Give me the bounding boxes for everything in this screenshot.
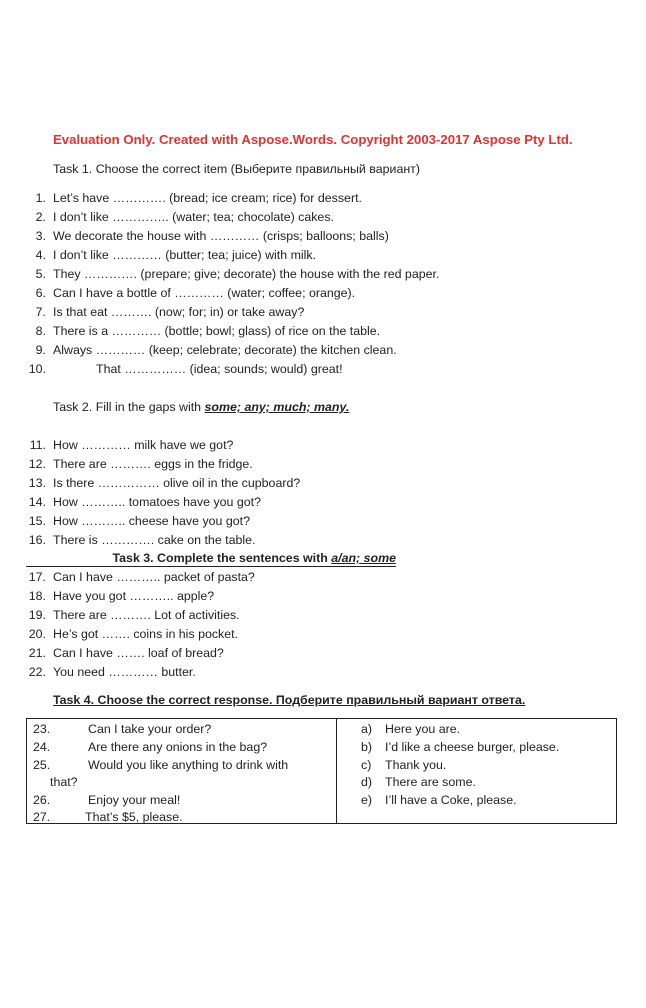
question-number: 25. xyxy=(33,758,51,772)
watermark: Evaluation Only. Created with Aspose.Words. Copyright 2003-2017 Aspose Pty Ltd. xyxy=(53,132,573,147)
item-number: 9. xyxy=(35,343,46,357)
item-number: 20. xyxy=(28,627,46,641)
item-number: 18. xyxy=(28,589,46,603)
item-number: 4. xyxy=(35,248,46,262)
question-continuation: that? xyxy=(50,775,78,789)
answer-letter: e) xyxy=(361,793,373,807)
item-number: 13. xyxy=(28,476,46,490)
matching-table xyxy=(26,718,617,824)
item-number: 21. xyxy=(28,646,46,660)
answer-text: I’d like a cheese burger, please. xyxy=(385,740,560,754)
item-text: I don’t like ………… (butter; tea; juice) with milk. xyxy=(53,248,317,262)
item-number: 7. xyxy=(35,305,46,319)
item-text: How ……….. tomatoes have you got? xyxy=(53,495,261,509)
item-text: There is a ………… (bottle; bowl; glass) of rice on the table. xyxy=(53,324,381,338)
task2-heading xyxy=(53,400,349,414)
item-text: They …………. (prepare; give; decorate) the house with the red paper. xyxy=(53,267,440,281)
item-number: 1. xyxy=(35,191,46,205)
question-text: Enjoy your meal! xyxy=(88,793,181,807)
item-text: Can I have ……….. packet of pasta? xyxy=(53,570,255,584)
question-text: Can I take your order? xyxy=(88,722,212,736)
task3-heading-emphasis: a/an; some xyxy=(331,551,396,565)
item-text: I don’t like ………….. (water; tea; chocolate) cakes. xyxy=(53,210,334,224)
item-number: 12. xyxy=(28,457,46,471)
answer-letter: c) xyxy=(361,758,372,772)
question-number: 27. xyxy=(33,810,51,824)
item-text: That …………… (idea; sounds; would) great! xyxy=(96,362,343,376)
task3-heading xyxy=(26,551,396,567)
item-number: 16. xyxy=(28,533,46,547)
answer-text: I’ll have a Coke, please. xyxy=(385,793,517,807)
item-text: Can I have ……. loaf of bread? xyxy=(53,646,224,660)
item-text: Always ………… (keep; celebrate; decorate) the kitchen clean. xyxy=(53,343,397,357)
item-number: 3. xyxy=(35,229,46,243)
item-text: There is …………. cake on the table. xyxy=(53,533,256,547)
question-text: Would you like anything to drink with xyxy=(88,758,289,772)
item-text: Have you got ……….. apple? xyxy=(53,589,215,603)
item-text: How ……….. cheese have you got? xyxy=(53,514,250,528)
answer-letter: d) xyxy=(361,775,373,789)
item-text: There are ………. eggs in the fridge. xyxy=(53,457,253,471)
item-number: 22. xyxy=(28,665,46,679)
question-text: That’s $5, please. xyxy=(85,810,183,824)
answer-text: Here you are. xyxy=(385,722,461,736)
item-text: Let’s have …………. (bread; ice cream; rice) for dessert. xyxy=(53,191,362,205)
item-number: 14. xyxy=(28,495,46,509)
item-text: We decorate the house with ………… (crisps; balloons; balls) xyxy=(53,229,389,243)
task1-heading: Task 1. Choose the correct item (Выберите правильный вариант) xyxy=(53,162,420,176)
item-text: You need ………… butter. xyxy=(53,665,196,679)
item-number: 11. xyxy=(29,438,46,452)
question-number: 23. xyxy=(33,722,51,736)
item-number: 17. xyxy=(28,570,46,584)
question-text: Are there any onions in the bag? xyxy=(88,740,268,754)
answer-text: Thank you. xyxy=(385,758,447,772)
item-text: Is that eat ………. (now; for; in) or take away? xyxy=(53,305,305,319)
task2-heading-emphasis: some; any; much; many. xyxy=(204,400,350,414)
item-number: 8. xyxy=(35,324,46,338)
item-text: How ………… milk have we got? xyxy=(53,438,234,452)
item-number: 19. xyxy=(28,608,46,622)
item-text: There are ………. Lot of activities. xyxy=(53,608,240,622)
item-number: 15. xyxy=(28,514,46,528)
item-text: Can I have a bottle of ………… (water; coffee; orange). xyxy=(53,286,356,300)
item-number: 2. xyxy=(35,210,46,224)
item-number: 5. xyxy=(35,267,46,281)
answer-letter: b) xyxy=(361,740,373,754)
answer-text: There are some. xyxy=(385,775,476,789)
column-divider xyxy=(336,719,337,823)
question-number: 24. xyxy=(33,740,51,754)
item-text: Is there …………… olive oil in the cupboard? xyxy=(53,476,301,490)
task4-heading: Task 4. Choose the correct response. Подберите правильный вариант ответа. xyxy=(53,693,526,707)
task2-heading-prefix: Task 2. Fill in the gaps with xyxy=(53,400,205,414)
item-number: 6. xyxy=(35,286,46,300)
answer-letter: a) xyxy=(361,722,373,736)
task3-heading-prefix: Task 3. Complete the sentences with xyxy=(112,551,332,565)
item-number: 10. xyxy=(28,362,46,376)
item-text: He’s got ……. coins in his pocket. xyxy=(53,627,239,641)
question-number: 26. xyxy=(33,793,51,807)
